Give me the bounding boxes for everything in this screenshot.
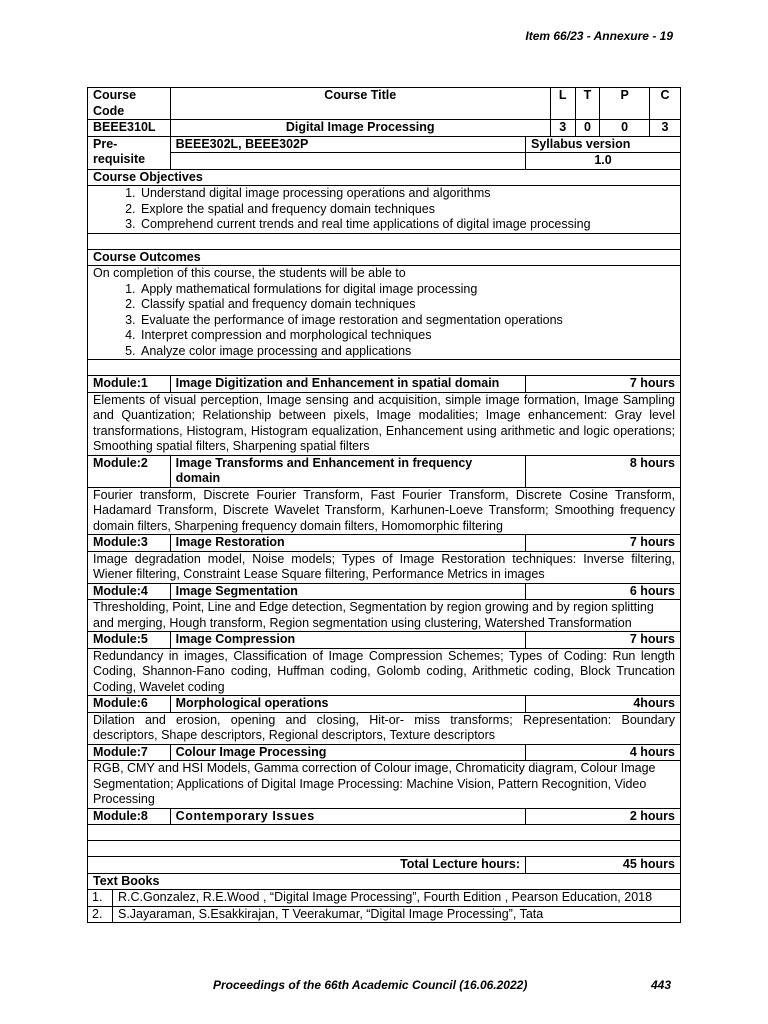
total-hours-value: 45 hours: [526, 857, 681, 874]
annexure-reference: Item 66/23 - Annexure - 19: [525, 29, 673, 43]
text-books-cell: [88, 890, 681, 923]
module-content: Thresholding, Point, Line and Edge detection, Segmentation by region growing and by region splitting and merging, Hough transform, Region segmentation using clustering, Watershed Transformation: [88, 600, 681, 632]
page-number: 443: [651, 978, 672, 992]
c-value: 3: [649, 120, 680, 137]
text-book-number: 2.: [88, 906, 113, 922]
text-book-text: R.C.Gonzalez, R.E.Wood , “Digital Image Processing”, Fourth Edition , Pearson Education, 2018: [118, 890, 653, 904]
outcome-item: 4. Interpret compression and morphological techniques: [139, 328, 675, 344]
module-hours: 7 hours: [526, 535, 681, 552]
objectives-list: [93, 186, 675, 233]
module-title: Morphological operations: [170, 696, 525, 713]
module-content: Image degradation model, Noise models; Types of Image Restoration techniques: Inverse filtering, Wiener filtering, Constraint Lease Square filtering, Performance Metrics in images: [88, 551, 681, 583]
text-book-item: [88, 906, 680, 922]
text-book-text: S.Jayaraman, S.Esakkirajan, T Veerakumar, “Digital Image Processing”, Tata: [118, 906, 544, 921]
course-code-label: Course Code: [88, 88, 171, 120]
module-hours: 6 hours: [526, 583, 681, 600]
module-label: Module:4: [88, 583, 171, 600]
syllabus-version-value: 1.0: [526, 153, 681, 170]
spacer-row: [88, 360, 681, 376]
objective-item: 2. Explore the spatial and frequency domain techniques: [139, 202, 675, 218]
module-hours: 4hours: [526, 696, 681, 713]
module-label: Module:1: [88, 376, 171, 393]
objectives-heading: Course Objectives: [88, 169, 681, 186]
l-label: L: [550, 88, 575, 120]
module-content: Dilation and erosion, opening and closing, Hit-or- miss transforms; Representation: Boundary descriptors, Shape descriptors, Regional descriptors, Texture descriptors: [88, 712, 681, 744]
l-value: 3: [550, 120, 575, 137]
outcomes-cell: [88, 266, 681, 360]
total-hours-label: Total Lecture hours:: [88, 857, 526, 874]
outcome-item: 5. Analyze color image processing and applications: [139, 344, 675, 360]
outcomes-heading: Course Outcomes: [88, 249, 681, 266]
outcome-item: 3. Evaluate the performance of image restoration and segmentation operations: [139, 313, 675, 329]
module-label: Module:5: [88, 632, 171, 649]
objectives-list-cell: [88, 186, 681, 234]
module-title: Contemporary Issues: [170, 808, 525, 825]
text-books-heading: Text Books: [88, 873, 681, 890]
objective-item: 3. Comprehend current trends and real time applications of digital image processing: [139, 217, 675, 233]
module-title: Image Transforms and Enhancement in frequency domain: [170, 455, 525, 487]
spacer-row: [88, 841, 681, 857]
module-content: [88, 825, 681, 841]
module-hours: 7 hours: [526, 632, 681, 649]
course-title-label: Course Title: [170, 88, 550, 120]
t-label: T: [575, 88, 600, 120]
module-hours: 2 hours: [526, 808, 681, 825]
prerequisite-value: BEEE302L, BEEE302P: [170, 136, 525, 153]
module-content: Fourier transform, Discrete Fourier Transform, Fast Fourier Transform, Discrete Cosine Transform, Hadamard Transform, Discrete Wavelet Transform, Karhunen-Loeve Transform; Smoothing frequency domain filters, Sharpening frequency domain filters, Homomorphic filtering: [88, 487, 681, 535]
module-label: Module:2: [88, 455, 171, 487]
p-label: P: [600, 88, 650, 120]
module-label: Module:7: [88, 744, 171, 761]
module-label: Module:8: [88, 808, 171, 825]
outcome-item: 1. Apply mathematical formulations for digital image processing: [139, 282, 675, 298]
prerequisite-blank: [170, 153, 525, 170]
module-content: RGB, CMY and HSI Models, Gamma correction of Colour image, Chromaticity diagram, Colour Image Segmentation; Applications of Digital Image Processing: Machine Vision, Pattern Recognition, Video Processing: [88, 761, 681, 809]
outcome-item: 2. Classify spatial and frequency domain techniques: [139, 297, 675, 313]
course-title: Digital Image Processing: [170, 120, 550, 137]
module-content: Redundancy in images, Classification of Image Compression Schemes; Types of Coding: Run length Coding, Shannon-Fano coding, Huffman coding, Golomb coding, Arithmetic coding, Block Truncation Coding, Wavelet coding: [88, 648, 681, 696]
prerequisite-label: Pre-requisite: [88, 136, 171, 169]
objective-item: 1. Understand digital image processing operations and algorithms: [139, 186, 675, 202]
module-title: Image Restoration: [170, 535, 525, 552]
outcomes-intro: On completion of this course, the students will be able to: [93, 266, 406, 280]
module-label: Module:3: [88, 535, 171, 552]
t-value: 0: [575, 120, 600, 137]
text-book-item: [88, 890, 680, 906]
spacer-row: [88, 233, 681, 249]
module-content: Elements of visual perception, Image sensing and acquisition, simple image formation, Image Sampling and Quantization; Relationship between pixels, Image modalities; Image enhancement: Gray level transformations, Histogram, Histogram equalization, Enhancement using arithmetic and logic operations; Smoothing spatial filters, Sharpening spatial filters: [88, 392, 681, 455]
syllabus-table: [87, 87, 681, 923]
c-label: C: [649, 88, 680, 120]
module-title: Image Segmentation: [170, 583, 525, 600]
p-value: 0: [600, 120, 650, 137]
module-label: Module:6: [88, 696, 171, 713]
proceedings-title: Proceedings of the 66th Academic Council (16.06.2022): [213, 978, 528, 992]
module-hours: 8 hours: [526, 455, 681, 487]
text-books-list: [88, 890, 680, 922]
module-title: Colour Image Processing: [170, 744, 525, 761]
course-code: BEEE310L: [88, 120, 171, 137]
module-title: Image Compression: [170, 632, 525, 649]
outcomes-list: [93, 282, 675, 360]
text-book-number: 1.: [88, 890, 113, 906]
syllabus-version-label: Syllabus version: [526, 136, 681, 153]
module-hours: 7 hours: [526, 376, 681, 393]
module-hours: 4 hours: [526, 744, 681, 761]
module-title: Image Digitization and Enhancement in spatial domain: [170, 376, 525, 393]
